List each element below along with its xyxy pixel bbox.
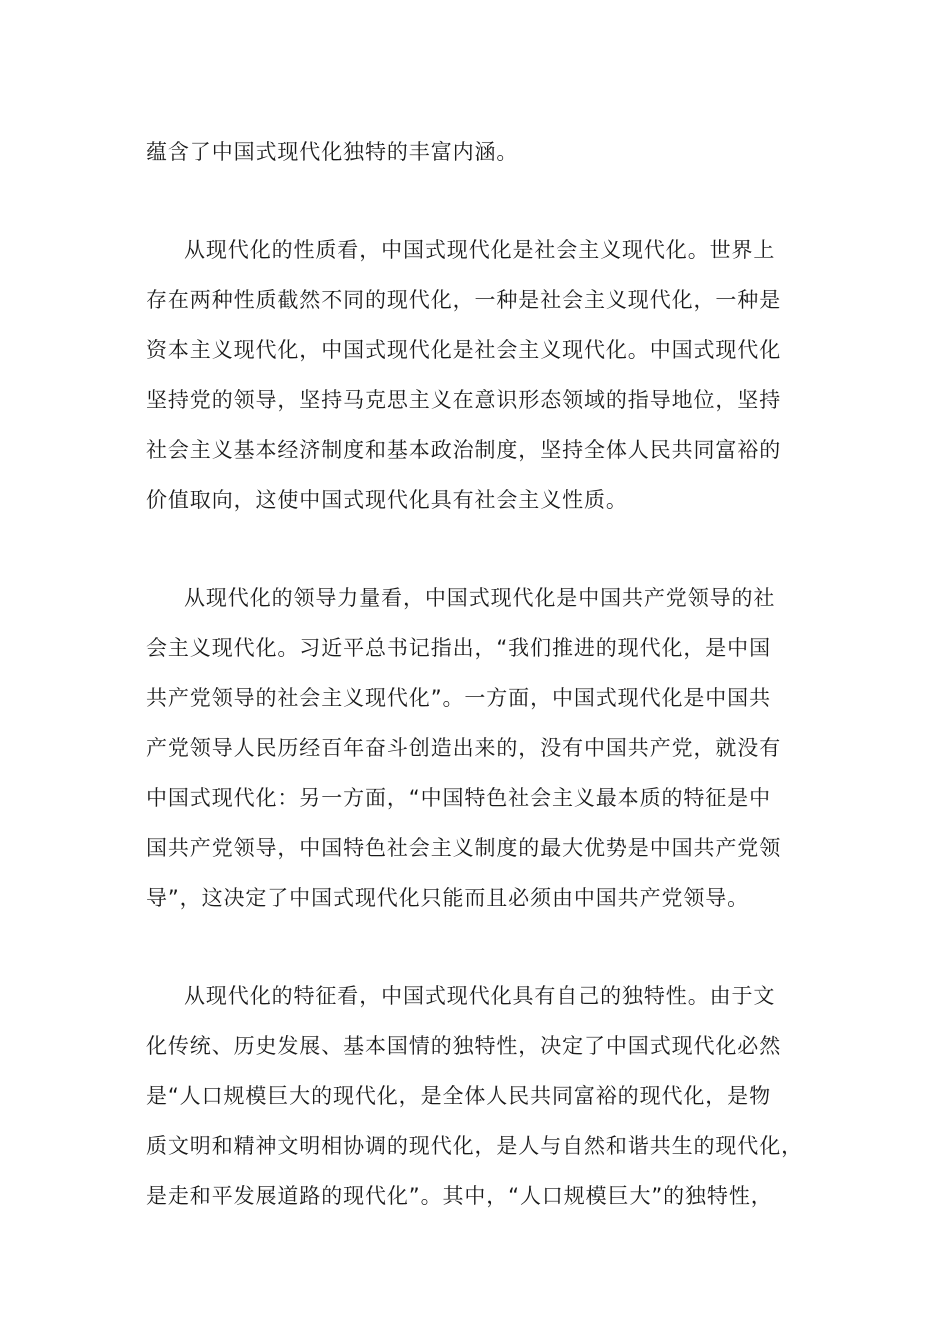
text-line: 社会主义基本经济制度和基本政治制度，坚持全体人民共同富裕的 <box>146 438 782 462</box>
text-line: 产党领导人民历经百年奋斗创造出来的，没有中国共产党，就没有 <box>146 736 782 760</box>
text-line: 共产党领导的社会主义现代化”。一方面，中国式现代化是中国共 <box>146 686 771 710</box>
text-line: 国共产党领导，中国特色社会主义制度的最大优势是中国共产党领 <box>146 836 782 860</box>
paragraph-first-line: 从现代化的性质看，中国式现代化是社会主义现代化。世界上 <box>184 238 776 262</box>
paragraph-first-line: 从现代化的特征看，中国式现代化具有自己的独特性。由于文 <box>184 984 776 1008</box>
text-line: 化传统、历史发展、基本国情的独特性，决定了中国式现代化必然 <box>146 1034 782 1058</box>
text-line: 价值取向，这使中国式现代化具有社会主义性质。 <box>146 488 628 512</box>
text-line: 质文明和精神文明相协调的现代化，是人与自然和谐共生的现代化， <box>146 1134 803 1158</box>
text-line: 会主义现代化。习近平总书记指出，“我们推进的现代化，是中国 <box>146 636 771 660</box>
text-line: 中国式现代化：另一方面，“中国特色社会主义最本质的特征是中 <box>146 786 771 810</box>
text-line: 蕴含了中国式现代化独特的丰富内涵。 <box>146 140 519 164</box>
text-line: 是“人口规模巨大的现代化，是全体人民共同富裕的现代化，是物 <box>146 1084 771 1108</box>
text-line: 坚持党的领导，坚持马克思主义在意识形态领域的指导地位，坚持 <box>146 388 782 412</box>
text-line: 资本主义现代化，中国式现代化是社会主义现代化。中国式现代化 <box>146 338 782 362</box>
text-line: 存在两种性质截然不同的现代化，一种是社会主义现代化，一种是 <box>146 288 782 312</box>
text-line: 导”，这决定了中国式现代化只能而且必须由中国共产党领导。 <box>146 886 750 910</box>
text-line: 是走和平发展道路的现代化”。其中，“人口规模巨大”的独特性， <box>146 1184 773 1208</box>
paragraph-first-line: 从现代化的领导力量看，中国式现代化是中国共产党领导的社 <box>184 586 776 610</box>
